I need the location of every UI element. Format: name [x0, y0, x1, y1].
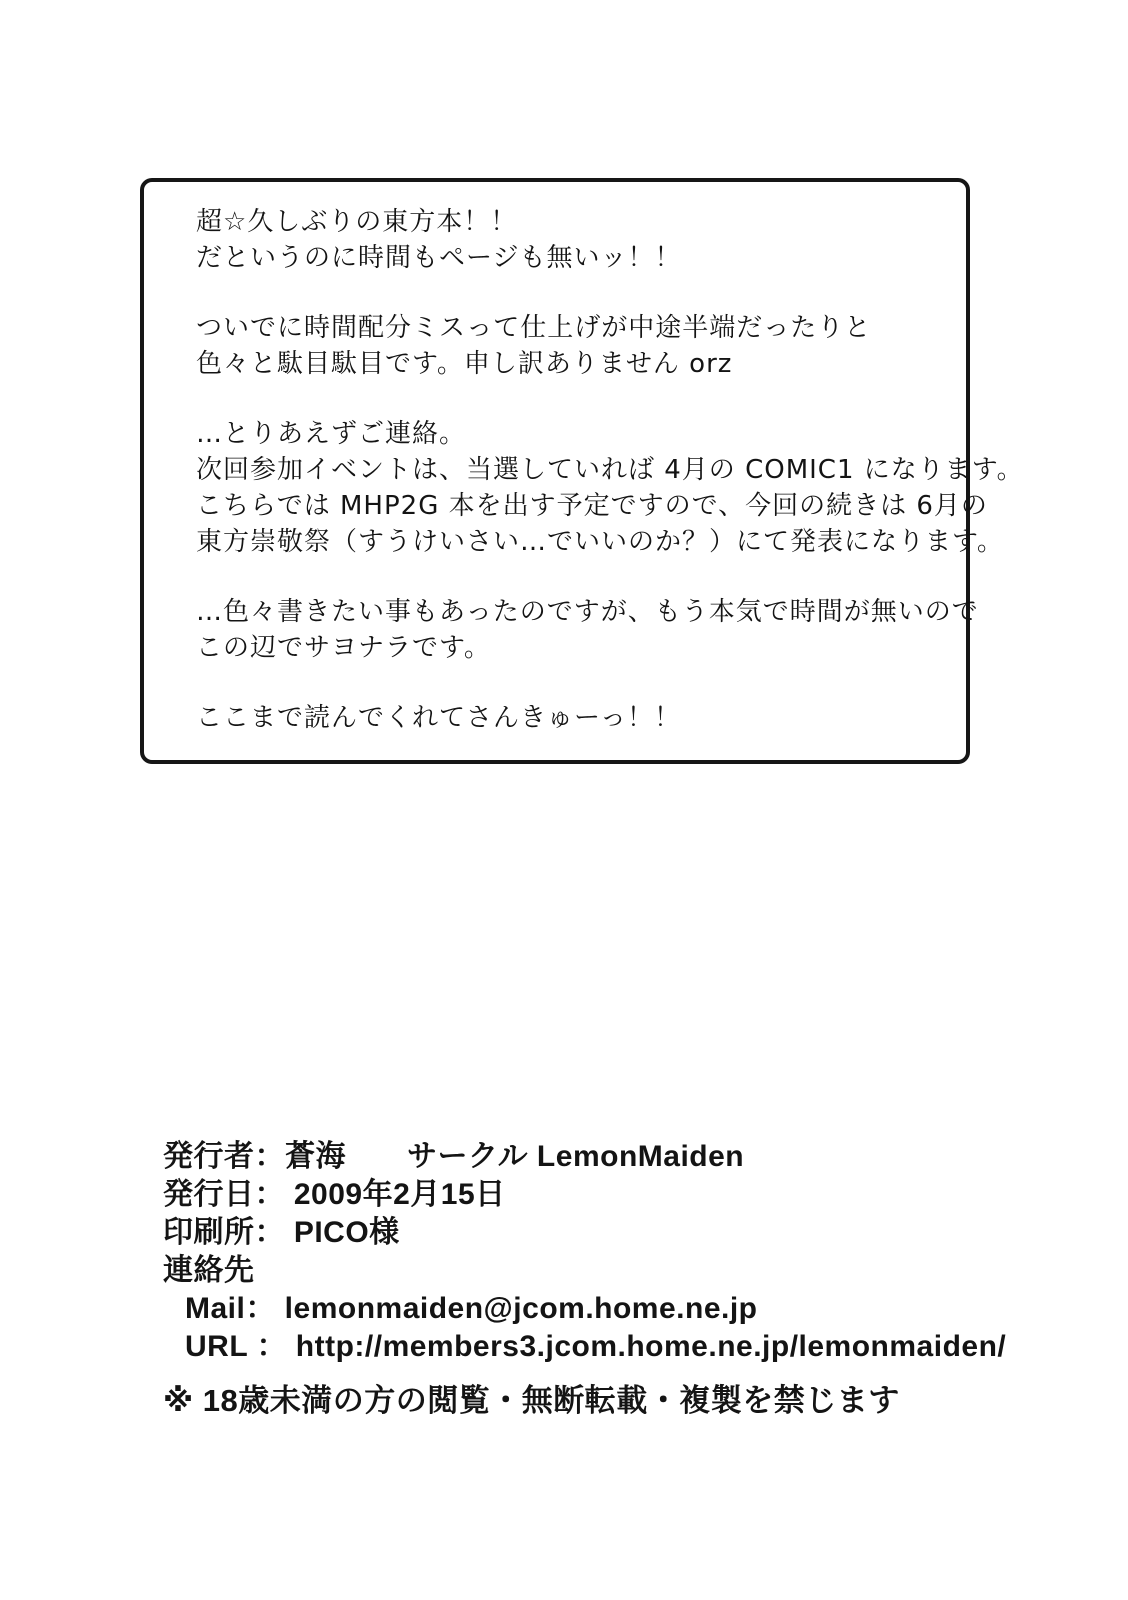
- afterword-line: こちらでは MHP2G 本を出す予定ですので、今回の続きは 6月の: [196, 491, 988, 521]
- afterword-line: ここまで読んでくれてさんきゅーっ！！: [196, 703, 681, 733]
- afterword-line: 色々と駄目駄目です。申し訳ありません orz: [196, 349, 733, 379]
- afterword-line: 次回参加イベントは、当選していれば 4月の COMIC1 になります。: [196, 455, 1024, 485]
- afterword-line: だというのに時間もページも無いッ！！: [196, 243, 682, 273]
- afterword-line: ついでに時間配分ミスって仕上げが中途半端だったりと: [196, 313, 872, 343]
- afterword-line: …色々書きたい事もあったのですが、もう本気で時間が無いので: [196, 597, 979, 627]
- colophon-row-publisher: 発行者：蒼海 サークル LemonMaiden: [163, 1140, 745, 1173]
- colophon-row-printer: 印刷所： PICO様: [163, 1216, 400, 1249]
- afterword-box: [140, 178, 1024, 764]
- afterword-line: 超☆久しぶりの東方本！！: [196, 207, 518, 237]
- colophon-row-url: URL ： http://members3.jcom.home.ne.jp/lemonmaiden/: [185, 1330, 1007, 1363]
- afterword-paragraph-2: [196, 310, 936, 382]
- colophon-row-contact-heading: 連絡先: [163, 1254, 255, 1287]
- afterword-paragraph-1: [196, 204, 936, 276]
- afterword-line: …とりあえずご連絡。: [196, 419, 467, 449]
- afterword-line: この辺でサヨナラです。: [196, 633, 491, 663]
- colophon-row-publish-date: 発行日： 2009年2月15日: [163, 1178, 506, 1211]
- afterword-paragraph-4: [196, 594, 979, 666]
- colophon-row-mail: Mail： lemonmaiden@jcom.home.ne.jp: [185, 1292, 758, 1325]
- age-restriction-disclaimer: ※ 18歳未満の方の閲覧・無断転載・複製を禁じます: [163, 1383, 900, 1418]
- afterword-paragraph-5: [196, 700, 936, 736]
- colophon: [163, 1138, 1006, 1420]
- afterword-line: 東方崇敬祭（すうけいさい…でいいのか？）にて発表になります。: [196, 527, 1004, 557]
- afterword-paragraph-3: [196, 416, 1024, 560]
